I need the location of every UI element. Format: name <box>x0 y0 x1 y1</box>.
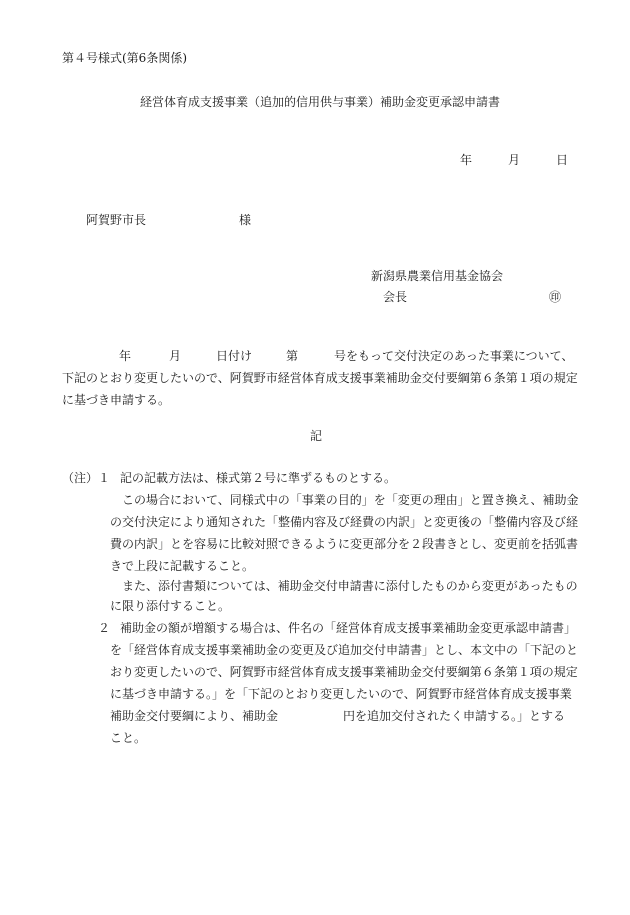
applicant-organization: 新潟県農業信用基金協会 <box>371 269 504 283</box>
document-title: 経営体育成支援事業（追加的信用供与事業）補助金変更承認申請書 <box>140 95 501 109</box>
body-month-label: 月 <box>169 349 182 363</box>
note-item2-line: を「経営体育成支援事業補助金の変更及び追加交付申請書」とし、本文中の「下記のと <box>110 643 579 657</box>
applicant-title: 会長 <box>383 290 408 304</box>
note-item1-number: １ <box>98 471 111 485</box>
addressee-name: 阿賀野市長 <box>86 213 147 227</box>
note-item2-line: こと。 <box>110 731 147 745</box>
notes-label: （注） <box>62 471 99 485</box>
addressee-honorific: 様 <box>239 213 252 227</box>
note-item2-line: 補助金の額が増額する場合は、件名の「経営体育成支援事業補助金変更承認申請書」 <box>120 621 577 635</box>
body-line3: に基づき申請する。 <box>62 393 171 407</box>
date-year-label: 年 <box>460 153 473 167</box>
note-item2-line: おり変更したいので、阿賀野市経営体育成支援事業補助金交付要綱第６条第１項の規定 <box>110 665 578 679</box>
note-item1-line: 記の記載方法は、様式第２号に準ずるものとする。 <box>120 471 397 485</box>
note-item1-line: に限り添付すること。 <box>110 599 231 613</box>
body-day-label: 日付け <box>216 349 253 363</box>
body-year-label: 年 <box>119 349 132 363</box>
note-item2-line: に基づき申請する。」を「下記のとおり変更したいので、阿賀野市経営体育成支援事業 <box>110 687 572 701</box>
date-month-label: 月 <box>508 153 521 167</box>
body-number-prefix: 第 <box>286 349 299 363</box>
date-day-label: 日 <box>556 153 569 167</box>
form-number: 第４号様式(第6条関係) <box>62 51 187 65</box>
note-item1-line: の交付決定により通知された「整備内容及び経費の内訳」と変更後の「整備内容及び経 <box>110 515 579 529</box>
body-line2: 下記のとおり変更したいので、阿賀野市経営体育成支援事業補助金交付要綱第６条第１項の規定 <box>62 371 578 385</box>
note-item2-number: ２ <box>98 621 111 635</box>
note-item1-line: 費の内訳」とを容易に比較対照できるように変更部分を２段書きとし、変更前を括弧書 <box>110 537 579 551</box>
note-item1-line: また、添付書類については、補助金交付申請書に添付したものから変更があったもの <box>122 579 578 593</box>
note-item2-line: 補助金交付要綱により、補助金 <box>110 709 279 723</box>
note-item1-line: この場合において、同様式中の「事業の目的」を「変更の理由」と置き換え、補助金 <box>122 493 579 507</box>
note-item2-line: 円を追加交付されたく申請する。」とする <box>343 709 566 723</box>
body-line1-rest: 号をもって交付決定のあった事業について、 <box>334 349 574 363</box>
seal-mark: ㊞ <box>549 290 562 304</box>
note-item1-line: きで上段に記載すること。 <box>110 559 255 573</box>
ki-heading: 記 <box>310 429 323 443</box>
